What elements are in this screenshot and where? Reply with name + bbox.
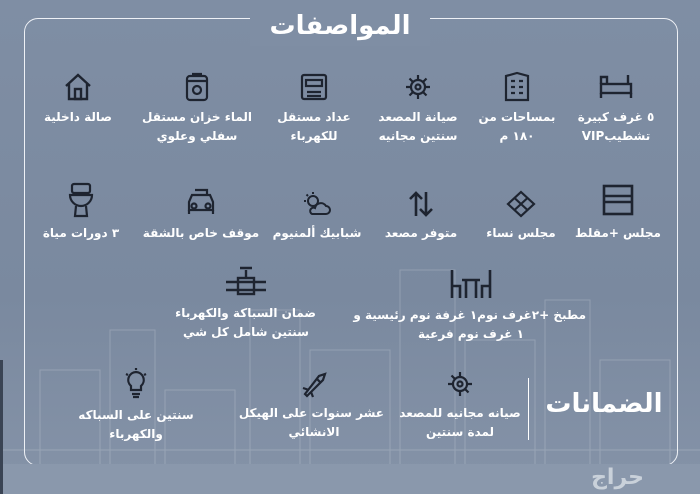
- watermark-logo: حراج: [591, 465, 644, 490]
- left-edge-bar: [0, 360, 3, 494]
- wrench-gear-icon: [403, 72, 433, 102]
- spec-hall: [36, 72, 120, 127]
- rocket-structure-icon: [299, 370, 329, 398]
- spec-water-tank-line2: سفلي وعلوي: [156, 129, 238, 143]
- spec-area-line1: بمساحات من: [478, 110, 556, 124]
- meter-icon: [299, 72, 329, 102]
- toilet-icon: [66, 182, 96, 218]
- guarantees-divider: [528, 378, 529, 440]
- spec-elevator-line1: متوفر مصعد: [384, 226, 458, 240]
- gear-wrench-icon: [445, 370, 475, 398]
- spec-meter-line2: للكهرباء: [290, 129, 338, 143]
- pipe-valve-icon: [224, 264, 268, 298]
- spec-elevator-maintenance-line1: صيانة المصعد: [378, 110, 458, 124]
- guarantee-structure-line2: الانشائي: [288, 425, 340, 439]
- spec-hall-line1: صالة داخلية: [43, 110, 113, 124]
- spec-bathrooms-line1: ٣ دورات مياة: [42, 226, 120, 240]
- spec-water-tank-line1: الماء خزان مستقل: [141, 110, 252, 124]
- title-block: [250, 6, 430, 46]
- spec-women-majlis-line1: مجلس نساء: [486, 226, 556, 240]
- house-icon: [63, 72, 93, 102]
- spec-parking: [142, 182, 260, 243]
- spec-kitchen-bedrooms-line1: مطبخ +٢غرف نوم١ غرفة نوم رئيسية و: [353, 308, 586, 322]
- lightbulb-icon: [121, 368, 151, 400]
- car-icon: [183, 182, 219, 218]
- spec-meter-line1: عداد مستقل: [277, 110, 351, 124]
- guarantee-plumbing-line1: سنتين على السباكه: [78, 408, 194, 422]
- spec-area-line2: ١٨٠ م: [499, 129, 535, 143]
- spec-rooms-line2: تشطيبVIP: [581, 129, 651, 143]
- spec-water-tank: [138, 72, 256, 146]
- spec-majlis: [566, 182, 670, 243]
- spec-bathrooms: [36, 182, 126, 243]
- spec-kitchen-bedrooms: [353, 268, 586, 344]
- weather-window-icon: [302, 190, 332, 218]
- guarantee-structure: [238, 370, 384, 442]
- spec-elevator-maintenance: [360, 72, 476, 146]
- guarantee-elevator: [394, 370, 526, 442]
- spec-majlis-line1: مجلس +مقلط: [575, 226, 661, 240]
- water-tank-icon: [182, 72, 212, 102]
- guarantee-elevator-line1: صيانه مجانيه للمصعد: [399, 406, 521, 420]
- spec-windows: [262, 190, 372, 243]
- spec-parking-line1: موقف خاص بالشقة: [142, 226, 260, 240]
- spec-plumbing-warranty: [176, 264, 316, 342]
- couch-icon: [600, 182, 636, 218]
- guarantees-title: الضمانات: [545, 389, 663, 419]
- sofa-icon: [598, 72, 634, 102]
- page-title: المواصفات: [269, 11, 411, 41]
- spec-elevator-maintenance-line2: سنتين مجانيه: [378, 129, 458, 143]
- guarantee-elevator-line2: لمدة سنتين: [425, 425, 495, 439]
- tiles-icon: [506, 190, 536, 218]
- spec-elevator: [374, 190, 468, 243]
- spec-plumbing-warranty-line2: سنتين شامل كل شي: [183, 325, 309, 339]
- spec-meter: [256, 72, 372, 146]
- spec-plumbing-warranty-line1: ضمان السباكة والكهرباء: [175, 306, 316, 320]
- guarantee-plumbing-line2: والكهرباء: [109, 427, 163, 441]
- dining-table-icon: [448, 268, 494, 300]
- spec-rooms-line1: ٥ غرف كبيرة: [577, 110, 655, 124]
- spec-area: [462, 72, 572, 146]
- spec-windows-line1: شبابيك ألمنيوم: [272, 226, 362, 240]
- elevator-arrows-icon: [406, 190, 436, 218]
- guarantee-structure-line1: عشر سنوات على الهيكل: [238, 406, 384, 420]
- building-icon: [502, 72, 532, 102]
- spec-women-majlis: [476, 190, 566, 243]
- spec-rooms: [558, 72, 674, 146]
- guarantee-plumbing: [76, 368, 196, 444]
- spec-kitchen-bedrooms-line2: ١ غرف نوم فرعية: [418, 327, 524, 341]
